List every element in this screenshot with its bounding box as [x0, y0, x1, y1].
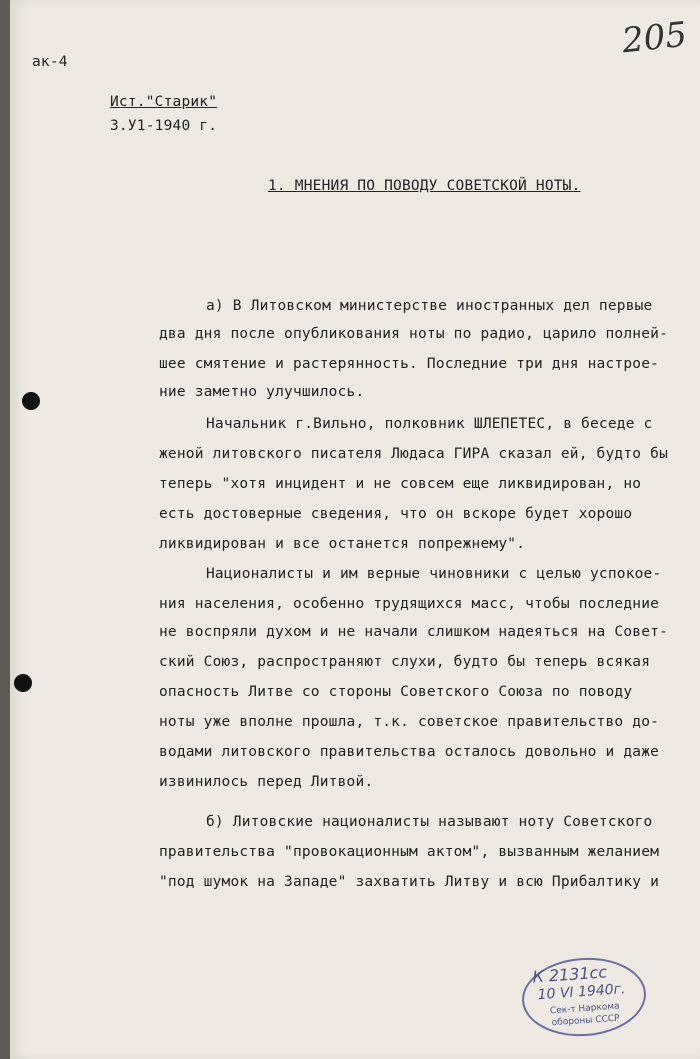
binder-hole-icon: [14, 674, 32, 692]
body-line: теперь "хотя инцидент и не совсем еще ликвидирован, но: [159, 476, 642, 492]
body-line: есть достоверные сведения, что он вскоре будет хорошо: [159, 506, 633, 522]
body-line: а) В Литовском министерстве иностранных дел первые: [206, 298, 653, 314]
document-date: 3.У1-1940 г.: [110, 118, 218, 134]
body-line: ния населения, особенно трудящихся масс, чтобы последние: [159, 596, 660, 612]
document-code: ак-4: [32, 54, 68, 70]
body-line: правительства "провокационным актом", вызванным желанием: [159, 844, 660, 860]
body-line: ский Союз, распространяют слухи, будто бы теперь всякая: [159, 654, 651, 670]
body-line: извинилось перед Литвой.: [159, 774, 374, 790]
section-heading: 1. МНЕНИЯ ПО ПОВОДУ СОВЕТСКОЙ НОТЫ.: [268, 178, 581, 194]
document-page: [10, 0, 700, 1059]
body-line: шее смятение и растерянность. Последние три дня настрое-: [159, 356, 660, 372]
body-line: Националисты и им верные чиновники с целью успокое-: [206, 566, 662, 582]
body-line: Начальник г.Вильно, полковник ШЛЕПЕТЕС, в беседе с: [206, 416, 653, 432]
binder-hole-icon: [22, 392, 40, 410]
body-line: б) Литовские националисты называют ноту Советского: [206, 814, 653, 830]
body-line: водами литовского правительства осталось довольно и даже: [159, 744, 660, 760]
archive-page-number: 205: [620, 14, 689, 62]
body-line: ликвидирован и все останется попрежнему".: [159, 536, 526, 552]
body-line: "под шумок на Западе" захватить Литву и всю Прибалтику и: [159, 874, 660, 890]
source-label: Ист."Старик": [110, 94, 218, 110]
body-line: не воспряли духом и не начали слишком надеяться на Совет-: [159, 624, 668, 640]
stamp-office: Сек-т Наркома: [549, 1001, 621, 1017]
body-line: ноты уже вполне прошла, т.к. советское правительство до-: [159, 714, 660, 730]
stamp-date: 10 VI 1940г.: [537, 981, 626, 1004]
stamp-number: К 2131сс: [531, 962, 608, 987]
body-line: женой литовского писателя Людаса ГИРА сказал ей, будто бы: [159, 446, 668, 462]
body-line: опасность Литве со стороны Советского Союза по поводу: [159, 684, 633, 700]
body-line: два дня после опубликования ноты по радио, царило полней-: [159, 326, 668, 342]
stamp-ministry: обороны СССР: [551, 1013, 620, 1029]
body-line: ние заметно улучшилось.: [159, 384, 365, 400]
registration-stamp: [519, 954, 648, 1040]
